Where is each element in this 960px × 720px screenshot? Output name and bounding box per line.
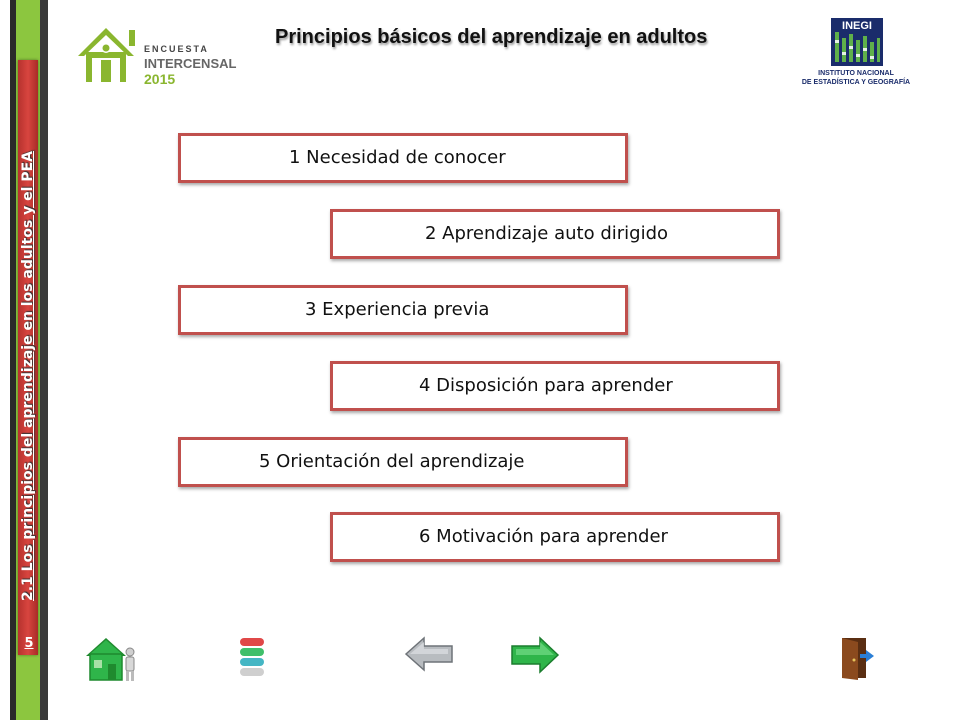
inegi-text-line1: INSTITUTO NACIONAL	[818, 70, 894, 77]
principle-box-4[interactable]	[330, 361, 780, 411]
principle-box-5[interactable]	[178, 437, 628, 487]
principle-label-5: 5 Orientación del aprendizaje	[259, 451, 525, 472]
page-number: 5	[24, 636, 34, 651]
next-button[interactable]	[508, 634, 560, 684]
home-icon	[84, 634, 140, 684]
principle-box-6[interactable]	[330, 512, 780, 562]
logo-text-year: 2015	[144, 71, 176, 87]
logo-text-encuesta: ENCUESTA	[144, 44, 209, 54]
inegi-text-line2: DE ESTADÍSTICA Y GEOGRAFÍA	[801, 79, 911, 86]
menu-icon	[236, 634, 268, 680]
band-edge-right	[40, 0, 48, 720]
inegi-mark-text: INEGI	[842, 20, 872, 32]
logo-text-intercensal: INTERCENSAL	[144, 56, 237, 71]
home-button[interactable]	[84, 634, 140, 684]
principle-label-3: 3 Experiencia previa	[305, 299, 490, 320]
page-title: Principios básicos del aprendizaje en adultos	[275, 26, 708, 48]
principle-label-1: 1 Necesidad de conocer	[289, 147, 506, 168]
exit-button[interactable]	[836, 634, 876, 684]
encuesta-intercensal-logo	[74, 22, 237, 92]
menu-button[interactable]	[236, 634, 268, 684]
house-person-logo-icon	[74, 22, 144, 86]
principle-box-3[interactable]	[178, 285, 628, 335]
inegi-logo	[796, 18, 916, 90]
principle-box-2[interactable]	[330, 209, 780, 259]
sidebar-band	[0, 0, 52, 720]
principle-label-2: 2 Aprendizaje auto dirigido	[425, 223, 669, 244]
inegi-mark-icon	[831, 18, 883, 66]
section-title: 2.1 Los principios del aprendizaje en los adultos y el PEA	[20, 150, 36, 602]
next-arrow-icon	[508, 634, 560, 676]
back-button[interactable]	[404, 634, 456, 684]
principle-label-4: 4 Disposición para aprender	[419, 375, 673, 396]
principle-label-6: 6 Motivación para aprender	[419, 526, 668, 547]
exit-door-icon	[836, 634, 876, 682]
back-arrow-icon	[404, 634, 456, 674]
principle-box-1[interactable]	[178, 133, 628, 183]
